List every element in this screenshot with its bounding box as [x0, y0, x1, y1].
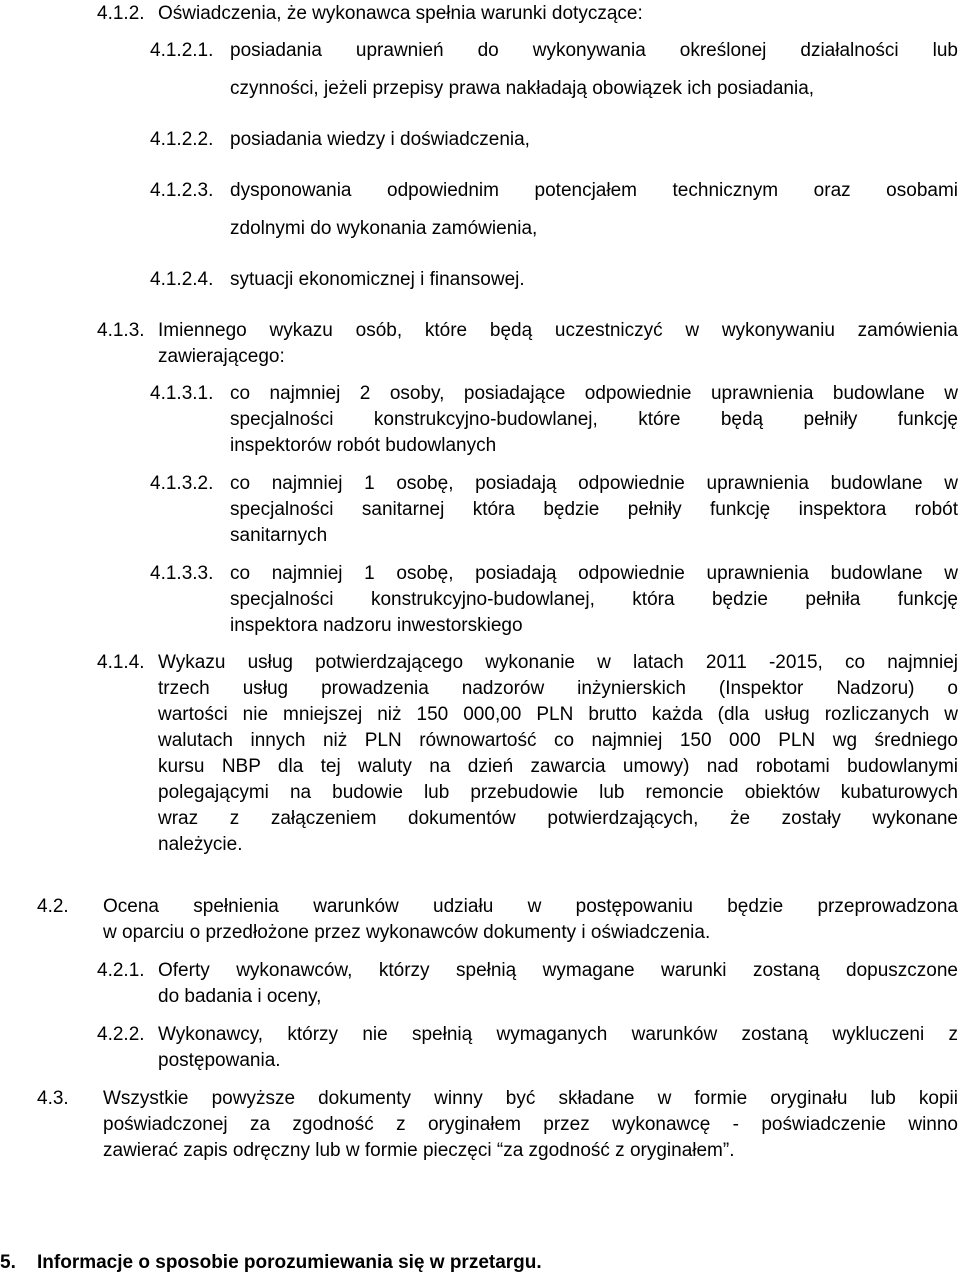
section-4-1-4-line-5: kursu NBP dla tej waluty na dzień zawarcia umowy) nad robotami budowlanymi: [158, 756, 958, 777]
item-4-1-3-2-line-3: sanitarnych: [230, 525, 328, 546]
section-4-1-4-line-7: wraz z załączeniem dokumentów potwierdzających, że zostały wykonane: [158, 808, 958, 829]
item-4-2-1-line-1: Oferty wykonawców, którzy spełnią wymagane warunki zostaną dopuszczone: [158, 960, 958, 981]
item-4-2-1-line-2: do badania i oceny,: [158, 986, 322, 1007]
item-4-1-2-2-number: 4.1.2.2.: [150, 129, 214, 150]
section-4-3-line-2: poświadczonej za zgodność z oryginałem przez wykonawcę - poświadczenie winno: [103, 1114, 958, 1135]
item-4-1-3-1-number: 4.1.3.1.: [150, 383, 214, 404]
section-4-1-4-line-8: należycie.: [158, 834, 243, 855]
section-5-number: 5.: [0, 1252, 16, 1273]
item-4-1-3-2-number: 4.1.3.2.: [150, 473, 214, 494]
item-4-2-1-number: 4.2.1.: [97, 960, 145, 981]
item-4-1-3-3-line-1: co najmniej 1 osobę, posiadają odpowiednie uprawnienia budowlane w: [230, 563, 958, 584]
item-4-1-3-1-line-3: inspektorów robót budowlanych: [230, 435, 497, 456]
section-5-title: Informacje o sposobie porozumiewania się w przetargu.: [37, 1252, 542, 1273]
item-4-1-3-3-number: 4.1.3.3.: [150, 563, 214, 584]
item-4-1-3-2-line-2: specjalności sanitarnej która będzie pełniły funkcję inspektora robót: [230, 499, 958, 520]
section-4-3-number: 4.3.: [37, 1088, 69, 1109]
section-4-2-line-1: Ocena spełnienia warunków udziału w postępowaniu będzie przeprowadzona: [103, 896, 958, 917]
item-4-2-2-number: 4.2.2.: [97, 1024, 145, 1045]
item-4-1-2-4-line-1: sytuacji ekonomicznej i finansowej.: [230, 269, 525, 290]
item-4-1-3-2-line-1: co najmniej 1 osobę, posiadają odpowiednie uprawnienia budowlane w: [230, 473, 958, 494]
item-4-1-2-2-line-1: posiadania wiedzy i doświadczenia,: [230, 129, 530, 150]
item-4-1-3-1-line-1: co najmniej 2 osoby, posiadające odpowiednie uprawnienia budowlane w: [230, 383, 958, 404]
section-4-1-3-line-1: Imiennego wykazu osób, które będą uczestniczyć w wykonywaniu zamówienia: [158, 320, 958, 341]
item-4-1-2-3-line-2: zdolnymi do wykonania zamówienia,: [230, 218, 538, 239]
section-4-1-2-title: Oświadczenia, że wykonawca spełnia warunki dotyczące:: [158, 3, 643, 24]
section-4-1-3-number: 4.1.3.: [97, 320, 145, 341]
section-4-1-4-line-6: polegającymi na budowie lub przebudowie lub remoncie obiektów kubaturowych: [158, 782, 958, 803]
section-4-1-4-line-3: wartości nie mniejszej niż 150 000,00 PLN brutto każda (dla usług rozliczanych w: [158, 704, 958, 725]
section-4-1-4-line-2: trzech usług prowadzenia nadzorów inżynierskich (Inspektor Nadzoru) o: [158, 678, 958, 699]
item-4-2-2-line-1: Wykonawcy, którzy nie spełnią wymaganych warunków zostaną wykluczeni z: [158, 1024, 958, 1045]
item-4-1-2-1-number: 4.1.2.1.: [150, 40, 214, 61]
item-4-1-3-3-line-3: inspektora nadzoru inwestorskiego: [230, 615, 523, 636]
section-4-1-4-line-4: walutach innych niż PLN równowartość co najmniej 150 000 PLN wg średniego: [158, 730, 958, 751]
item-4-1-2-3-line-1: dysponowania odpowiednim potencjałem technicznym oraz osobami: [230, 180, 958, 201]
section-4-2-number: 4.2.: [37, 896, 69, 917]
item-4-1-2-4-number: 4.1.2.4.: [150, 269, 214, 290]
item-4-1-3-1-line-2: specjalności konstrukcyjno-budowlanej, które będą pełniły funkcję: [230, 409, 958, 430]
item-4-1-2-1-line-1: posiadania uprawnień do wykonywania określonej działalności lub: [230, 40, 958, 61]
item-4-1-2-3-number: 4.1.2.3.: [150, 180, 214, 201]
item-4-2-2-line-2: postępowania.: [158, 1050, 281, 1071]
section-4-2-line-2: w oparciu o przedłożone przez wykonawców dokumenty i oświadczenia.: [103, 922, 711, 943]
section-4-1-4-number: 4.1.4.: [97, 652, 145, 673]
section-4-3-line-3: zawierać zapis odręczny lub w formie pieczęci “za zgodność z oryginałem”.: [103, 1140, 735, 1161]
section-4-1-4-line-1: Wykazu usług potwierdzającego wykonanie w latach 2011 -2015, co najmniej: [158, 652, 958, 673]
section-4-3-line-1: Wszystkie powyższe dokumenty winny być składane w formie oryginału lub kopii: [103, 1088, 958, 1109]
section-4-1-2-number: 4.1.2.: [97, 3, 145, 24]
section-4-1-3-line-2: zawierającego:: [158, 346, 285, 367]
item-4-1-2-1-line-2: czynności, jeżeli przepisy prawa nakładają obowiązek ich posiadania,: [230, 78, 815, 99]
item-4-1-3-3-line-2: specjalności konstrukcyjno-budowlanej, która będzie pełniła funkcję: [230, 589, 958, 610]
